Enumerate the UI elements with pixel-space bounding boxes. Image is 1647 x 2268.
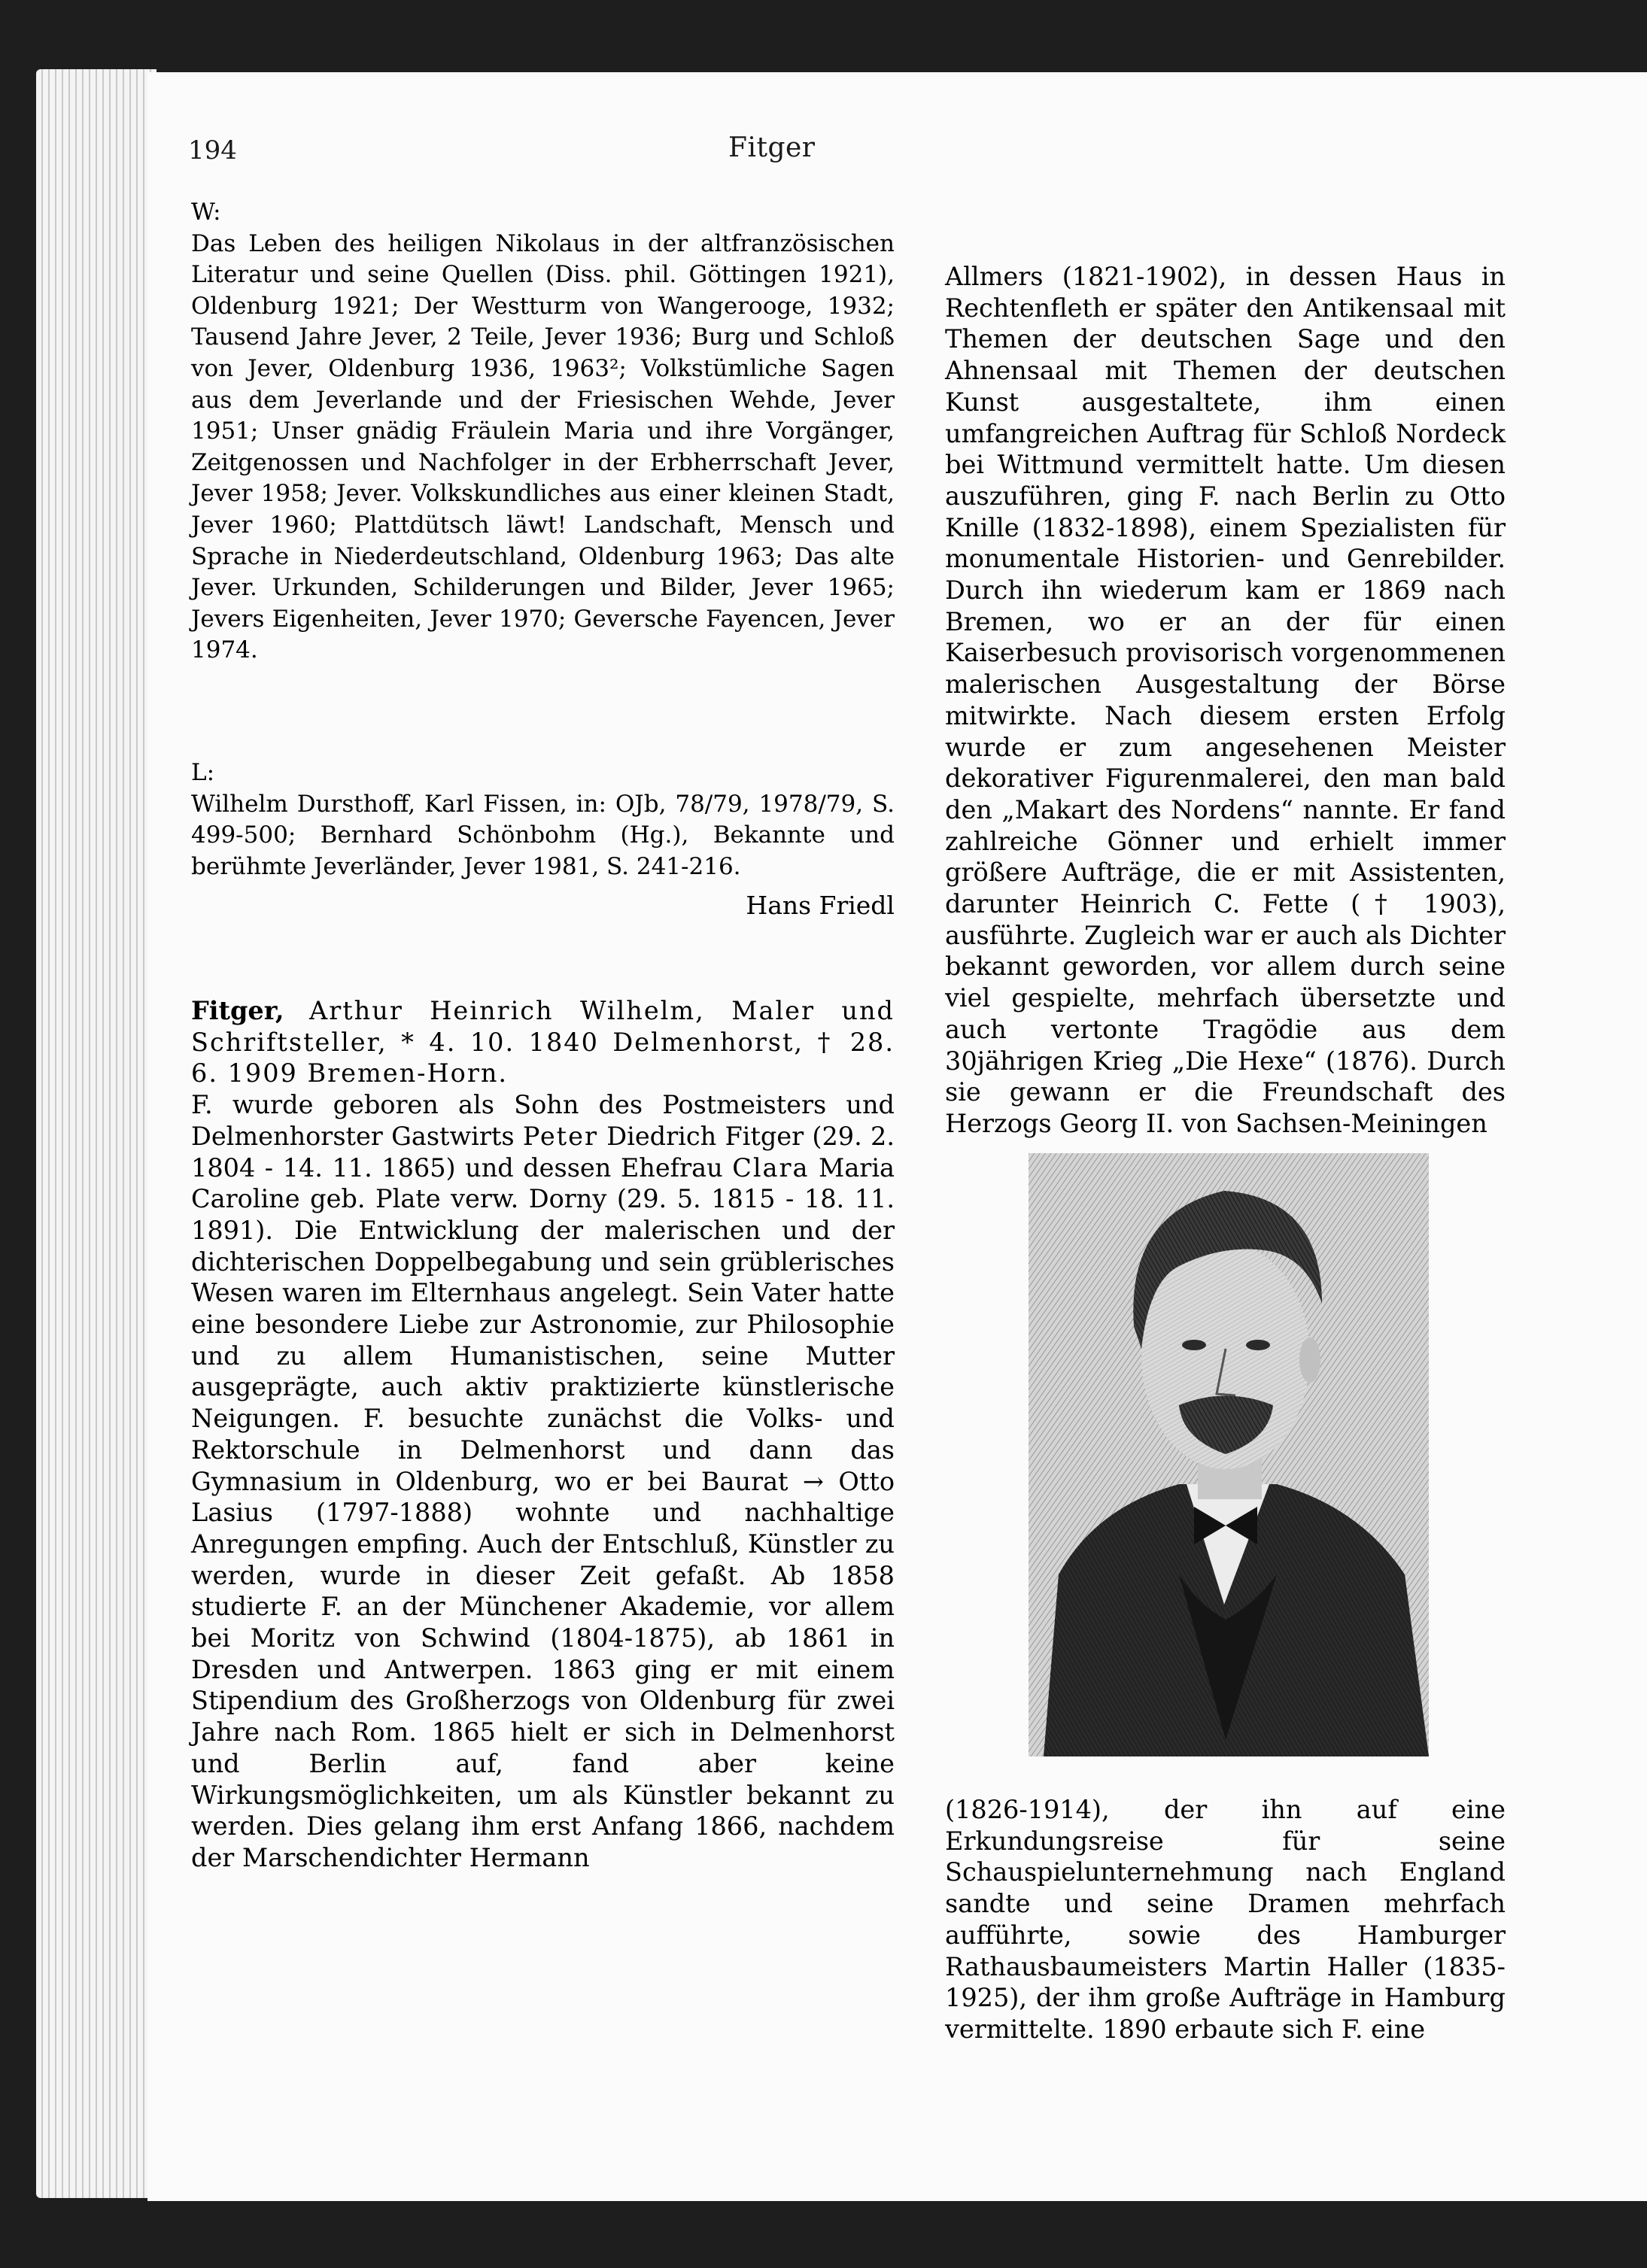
book-page-edges	[36, 69, 156, 2198]
full-name: Arthur Heinrich Wilhelm, Maler und Schriftsteller, * 4. 10. 1840 Delmenhorst, † 28. 6. 1909 Bremen-Horn.	[191, 996, 895, 1088]
paragraph-text: Maria Caroline geb. Plate verw. Dorny (29. 5. 1815 - 18. 11. 1891). Die Entwicklung der malerischen und der dichterischen Doppelbegabung und sein grüblerisches Wesen waren im Elternhaus angelegt. Sein Vater hatte eine besondere Liebe zur Astronomie, zur Philosophie und zu allem Humanistischen, seine Mutter ausgeprägte, auch aktiv praktizierte künstlerische Neigungen. F. besuchte zunächst die Volks- und Rektorschule in Delmenhorst und dann das Gymnasium in Oldenburg, wo er bei Baurat → Otto Lasius (1797-1888) wohnte und nachhaltige Anregungen empfing. Auch der Entschluß, Künstler zu werden, wurde in dieser Zeit gefaßt. Ab 1858 studierte F. an der Münchener Akademie, vor allem bei Moritz von Schwind (1804-1875), ab 1861 in Dresden und Antwerpen. 1863 ging er mit einem Stipendium des Großherzogs von Oldenburg für zwei Jahre nach Rom. 1865 hielt er sich in Delmenhorst und Berlin auf, fand aber keine Wirkungsmöglichkeiten, um als Künstler bekannt zu werden. Dies gelang ihm erst Anfang 1866, nachdem der Marschendichter Hermann	[191, 1152, 895, 1872]
right-column-top	[945, 261, 1506, 1140]
literature-label: L:	[191, 759, 215, 786]
works-section	[191, 197, 895, 666]
portrait-engraving	[1029, 1153, 1429, 1756]
page-number: 194	[188, 135, 237, 165]
headword: Fitger,	[191, 996, 284, 1025]
article-paragraph	[191, 1089, 895, 1874]
literature-text: Wilhelm Dursthoff, Karl Fissen, in: OJb, 78/79, 1978/79, S. 499-500; Bernhard Schönbohm (Hg.), Bekannte und berühmte Jeverländer, Jever 1981, S. 241-216.	[191, 790, 895, 880]
biography-article	[191, 995, 895, 1874]
works-label: W:	[191, 199, 221, 226]
right-column-bottom	[945, 1794, 1506, 2045]
portrait-image	[1029, 1153, 1429, 1756]
father-name: Peter	[522, 1121, 598, 1151]
right-column-text: Allmers (1821-1902), in dessen Haus in Rechtenfleth er später den Antikensaal mit Themen der deutschen Sage und den Ahnensaal mit Themen der deutschen Kunst ausgestaltete, ihm einen umfangreichen Auftrag für Schloß Nordeck bei Wittmund vermittelt hatte. Um diesen auszuführen, ging F. nach Berlin zu Otto Knille (1832-1898), einem Spezialisten für monumentale Historien- und Genrebilder. Durch ihn wiederum kam er 1869 nach Bremen, wo er an der für einen Kaiserbesuch provisorisch vorgenommenen malerischen Ausgestaltung der Börse mitwirkte. Nach diesem ersten Erfolg wurde er zum angesehenen Meister dekorativer Figurenmalerei, den man bald den „Makart des Nordens“ nannte. Er fand zahlreiche Gönner und erhielt immer größere Aufträge, die er mit Assistenten, darunter Heinrich C. Fette († 1903), ausführte. Zugleich war er auch als Dichter bekannt geworden, vor allem durch seine viel gespielte, mehrfach übersetzte und auch vertonte Tragödie aus dem 30jährigen Krieg „Die Hexe“ (1876). Durch sie gewann er die Freundschaft des Herzogs Georg II. von Sachsen-Meiningen	[945, 262, 1506, 1138]
mother-name: Clara	[732, 1152, 810, 1183]
paragraph-text: Diedrich Fitger (29. 2. 1804 - 14. 11. 1865) und dessen Ehefrau	[191, 1121, 895, 1183]
right-column-text: (1826-1914), der ihn auf eine Erkundungsreise für seine Schauspielunternehmung nach England sandte und seine Dramen mehrfach aufführte, sowie des Hamburger Rathausbaumeisters Martin Haller (1835-1925), der ihm große Aufträge in Hamburg vermittelte. 1890 erbaute sich F. eine	[945, 1795, 1506, 2044]
article-heading	[191, 995, 895, 1089]
literature-section	[191, 758, 895, 882]
running-head: Fitger	[728, 132, 816, 163]
author-signature: Hans Friedl	[746, 891, 895, 920]
paragraph-text: F. wurde geboren als Sohn des Postmeisters und Delmenhorster Gastwirts	[191, 1090, 895, 1151]
works-text: Das Leben des heiligen Nikolaus in der altfranzösischen Literatur und seine Quellen (Diss. phil. Göttingen 1921), Oldenburg 1921; Der Westturm von Wangerooge, 1932; Tausend Jahre Jever, 2 Teile, Jever 1936; Burg und Schloß von Jever, Oldenburg 1936, 1963²; Volkstümliche Sagen aus dem Jeverlande und der Friesischen Wehde, Jever 1951; Unser gnädig Fräulein Maria und ihre Vorgänger, Zeitgenossen und Nachfolger in der Erbherrschaft Jever, Jever 1958; Jever. Volkskundliches aus einer kleinen Stadt, Jever 1960; Plattdütsch läwt! Landschaft, Mensch und Sprache in Niederdeutschland, Oldenburg 1963; Das alte Jever. Urkunden, Schilderungen und Bilder, Jever 1965; Jevers Eigenheiten, Jever 1970; Geversche Fayencen, Jever 1974.	[191, 229, 895, 664]
